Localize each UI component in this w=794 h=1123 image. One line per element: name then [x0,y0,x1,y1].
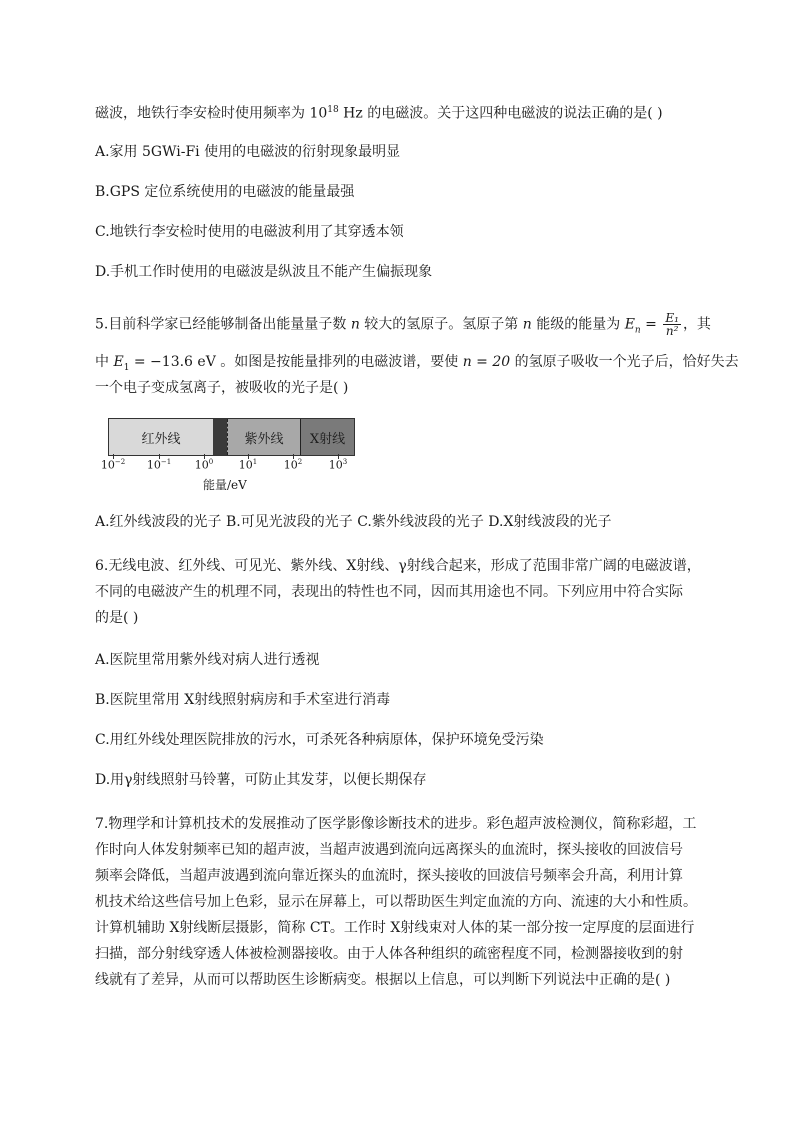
q5-text-e: 中 [95,354,114,370]
q4-stem-text-b: Hz 的电磁波。关于这四种电磁波的说法正确的是( ) [338,105,663,122]
q6-option-a: A.医院里常用紫外线对病人进行透视 [95,652,320,668]
spectrum-tick-label: $10^3$ [328,458,348,472]
q5-energy-symbol: E [624,316,635,333]
q5-options: A.红外线波段的光子 B.可见光波段的光子 C.紫外线波段的光子 D.X射线波段的光子 [95,514,612,530]
q5-text-b: 较大的氢原子。氢原子第 [359,316,523,333]
q5-stem-line3: 一个电子变成氢离子，被吸收的光子是( ) [95,380,349,396]
spectrum-xray: X射线 [300,419,354,455]
spectrum-infrared: 红外线 [109,419,213,455]
spectrum-tick-label: $10^1$ [238,458,258,472]
q5-text-c: 能级的能量为 [531,316,625,333]
q4-stem [95,100,663,124]
q4-stem-text-a: 磁波，地铁行李安检时使用频率为 10 [95,105,328,122]
q5-text-d: ，其 [682,316,711,333]
q5-energy-subscript: n [634,325,641,336]
q5-e1-symbol: E [113,354,124,370]
q7-line3: 频率会降低，当超声波遇到流向靠近探头的血流时，探头接收的回波信号频率会升高，利用计算 [95,868,683,884]
q5-text-g: 的氢原子吸收一个光子后，恰好失去 [510,354,739,370]
q7-line6: 扫描，部分射线穿透人体被检测器接收。由于人体各种组织的疏密程度不同，检测器接收到的射 [95,946,683,962]
q6-stem-line1: 6.无线电波、红外线、可见光、紫外线、X射线、γ射线合起来，形成了范围非常广阔的电磁波谱， [95,558,701,574]
q5-fraction [663,312,681,337]
q4-option-c: C.地铁行李安检时使用的电磁波利用了其穿透本领 [95,224,404,240]
q6-option-c: C.用红外线处理医院排放的污水，可杀死各种病原体，保护环境免受污染 [95,732,544,748]
q4-option-a: A.家用 5GWi-Fi 使用的电磁波的衍射现象最明显 [95,144,401,160]
spectrum-tick-label: $10^0$ [194,458,214,472]
spectrum-visible [213,419,227,455]
q4-option-b: B.GPS 定位系统使用的电磁波的能量最强 [95,184,355,200]
spectrum-tick-label: $10^2$ [283,458,303,472]
q5-e1-subscript: 1 [123,362,130,373]
q5-e1-value: = −13.6 eV [129,354,216,370]
q6-stem-line3: 的是( ) [95,610,139,626]
q4-freq-exponent: 18 [327,105,339,115]
spectrum-ultraviolet: 紫外线 [227,419,300,455]
q5-n20: n = 20 [462,354,511,370]
q5-text-f: 。如图是按能量排列的电磁波谱，要使 [215,354,463,370]
q7-line2: 作时向人体发射频率已知的超声波，当超声波遇到流向远离探头的血流时，探头接收的回波信号 [95,842,683,858]
q5-frac-numerator: E₁ [665,311,679,325]
q5-text-a: 5.目前科学家已经能够制备出能量量子数 [95,316,351,333]
q7-line4: 机技术给这些信号加上色彩，显示在屏幕上，可以帮助医生判定血流的方向、流速的大小和性质。 [95,894,697,910]
q6-option-b: B.医院里常用 X射线照射病房和手术室进行消毒 [95,692,391,708]
spectrum-bar [108,418,355,456]
q6-option-d: D.用γ射线照射马铃薯，可防止其发芽，以便长期保存 [95,772,427,788]
spectrum-axis-label: 能量/eV [203,478,247,492]
q5-equals: = [640,316,662,333]
q7-line7: 线就有了差异，从而可以帮助医生诊断病变。根据以上信息，可以判断下列说法中正确的是( ) [95,972,671,988]
q5-var-n: n [350,316,360,333]
q7-line1: 7.物理学和计算机技术的发展推动了医学影像诊断技术的进步。彩色超声波检测仪，简称彩超，工 [95,816,697,832]
q4-option-d: D.手机工作时使用的电磁波是纵波且不能产生偏振现象 [95,264,433,280]
q7-line5: 计算机辅助 X射线断层摄影，简称 CT。工作时 X射线束对人体的某一部分按一定厚度的层面进行 [95,920,695,936]
q5-var-n-2: n [522,316,532,333]
spectrum-tick-label: $10^{-1}$ [146,458,172,472]
q5-stem-line2 [95,352,739,378]
q6-stem-line2: 不同的电磁波产生的机理不同，表现出的特性也不同，因而其用途也不同。下列应用中符合实际 [95,584,683,600]
q5-frac-denominator: n² [665,324,679,338]
q5-stem-line1 [95,312,711,340]
spectrum-tick-label: $10^{-2}$ [100,458,126,472]
